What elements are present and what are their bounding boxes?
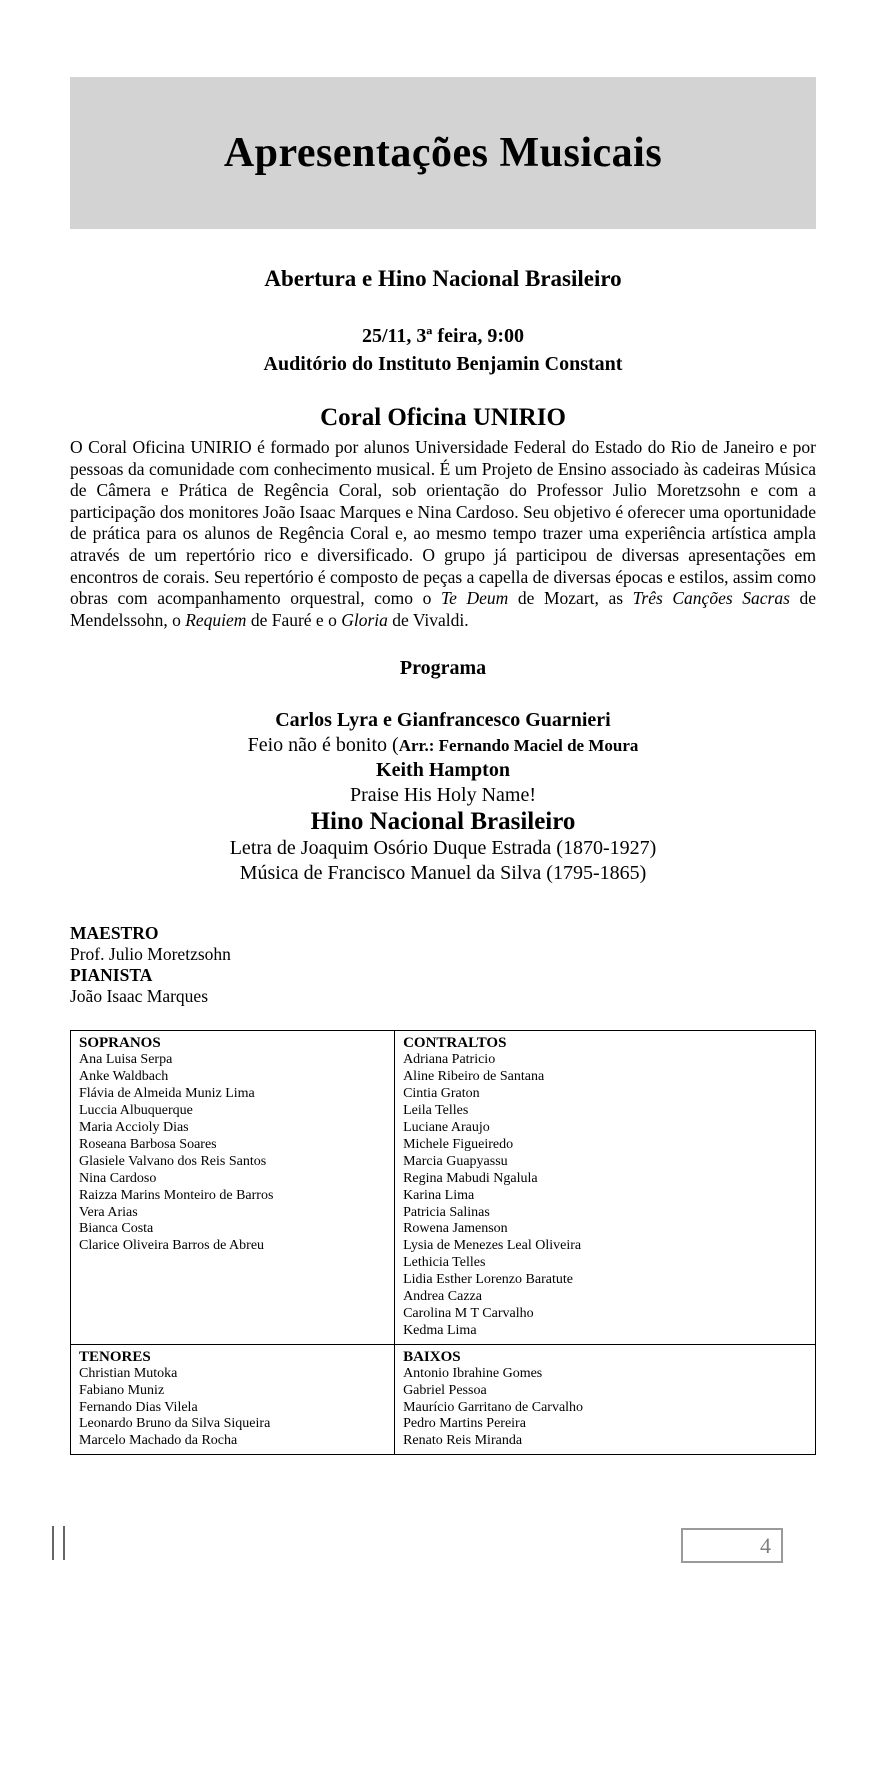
description-segment-italic: Te Deum [440, 588, 509, 609]
singer-name: Andrea Cazza [403, 1289, 482, 1305]
singer-name: Luciane Araujo [403, 1119, 490, 1135]
description-segment-italic: Três Canções Sacras [632, 588, 790, 609]
singer-name: Aline Ribeiro de Santana [403, 1069, 545, 1085]
singer-name: Marcelo Machado da Rocha [79, 1433, 238, 1449]
event-venue: Auditório do Instituto Benjamin Constant [263, 353, 623, 375]
event-title: Abertura e Hino Nacional Brasileiro [264, 266, 622, 291]
singer-name: Antonio Ibrahine Gomes [403, 1365, 543, 1381]
singer-name: Cintia Graton [403, 1086, 480, 1102]
maestro-label: MAESTRO [70, 923, 159, 944]
singer-name: Michele Figueiredo [403, 1136, 514, 1152]
singer-name: Rowena Jamenson [403, 1221, 508, 1237]
singer-name: Fernando Dias Vilela [79, 1399, 198, 1415]
singer-name: Roseana Barbosa Soares [79, 1136, 217, 1152]
contraltos-list [403, 1052, 807, 1339]
description-segment-italic: Gloria [341, 609, 388, 630]
singer-name: Kedma Lima [403, 1322, 477, 1338]
singer-name: Fabiano Muniz [79, 1382, 165, 1398]
choir-name-heading: Coral Oficina UNIRIO [320, 404, 566, 431]
event-datetime: 25/11, 3ª feira, 9:00 [361, 325, 525, 347]
description-segment: de Vivaldi. [387, 609, 469, 630]
page-number: 4 [760, 1532, 771, 1558]
description-segment: de Fauré e o [246, 609, 342, 630]
page-content [70, 229, 816, 1455]
description-segment: de Mozart, as [508, 588, 633, 609]
staff-block [70, 923, 816, 1007]
singer-name: Renato Reis Miranda [403, 1433, 523, 1449]
singer-name: Ana Luisa Serpa [79, 1052, 173, 1068]
singer-name: Maurício Garritano de Carvalho [403, 1399, 584, 1415]
pianist-label: PIANISTA [70, 965, 153, 986]
roster-row-high-voices [71, 1031, 816, 1344]
singer-name: Anke Waldbach [79, 1069, 169, 1085]
title-banner [70, 77, 816, 229]
singer-name: Lysia de Menezes Leal Oliveira [403, 1238, 582, 1254]
singer-name: Maria Accioly Dias [79, 1119, 189, 1135]
section-title-contraltos: CONTRALTOS [403, 1035, 507, 1052]
singer-name: Clarice Oliveira Barros de Abreu [79, 1238, 265, 1254]
singer-name: Marcia Guapyassu [403, 1153, 508, 1169]
singer-name: Pedro Martins Pereira [403, 1416, 526, 1432]
singer-name: Carolina M T Carvalho [403, 1305, 534, 1321]
singer-name: Adriana Patricio [403, 1052, 496, 1068]
sopranos-cell [71, 1031, 395, 1344]
singer-name: Raizza Marins Monteiro de Barros [79, 1187, 274, 1203]
singer-name: Karina Lima [403, 1187, 475, 1203]
piece-title: Feio não é bonito ( [247, 733, 399, 756]
singer-name: Gabriel Pessoa [403, 1382, 487, 1398]
singer-name: Bianca Costa [79, 1221, 154, 1237]
singer-name: Regina Mabudi Ngalula [403, 1170, 538, 1186]
maestro-name: Prof. Julio Moretzsohn [70, 944, 231, 965]
singer-name: Lethicia Telles [403, 1255, 486, 1271]
program-piece-1 [70, 733, 816, 759]
description-segment-italic: Requiem [185, 609, 247, 630]
arranger-credit: Arr.: Fernando Maciel de Moura [398, 735, 639, 755]
program-list [70, 708, 816, 885]
pianist-name: João Isaac Marques [70, 986, 209, 1007]
tenores-list [79, 1366, 386, 1451]
singer-name: Vera Arias [79, 1204, 138, 1220]
program-piece-2: Praise His Holy Name! [349, 783, 537, 806]
footer-decoration [52, 1526, 65, 1560]
singer-name: Lidia Esther Lorenzo Baratute [403, 1272, 573, 1288]
singer-name: Glasiele Valvano dos Reis Santos [79, 1153, 267, 1169]
anthem-lyrics-credit: Letra de Joaquim Osório Duque Estrada (1870-1927) [229, 837, 657, 860]
singer-name: Nina Cardoso [79, 1170, 157, 1186]
sopranos-list [79, 1052, 386, 1255]
section-title-sopranos: SOPRANOS [79, 1035, 161, 1052]
program-composer-2: Keith Hampton [376, 759, 510, 782]
description-segment: O Coral Oficina UNIRIO é formado por alunos Universidade Federal do Estado do Rio de Janeiro e por pessoas da comunidade com conhecimento musical. É um Projeto de Ensino associado às cadeiras Música de Câmera e Prática de Regência Coral, sob orientação do Professor Julio Moretzsohn e com a participação dos monitores João Isaac Marques e Nina Cardoso. Seu objetivo é oferecer uma oportunidade de prática para os alunos de Regência Coral e, ao mesmo tempo trazer uma experiência artística ampla através de um repertório rico e diversificado. O grupo já participou de diversas apresentações em encontros de corais. Seu repertório é composto de peças a capella de diversas épocas e estilos, assim como obras com acompanhamento orquestral, como o [70, 437, 816, 609]
singer-name: Leonardo Bruno da Silva Siqueira [79, 1416, 271, 1432]
singer-name: Christian Mutoka [79, 1365, 178, 1381]
section-title-tenores: TENORES [79, 1348, 151, 1365]
singer-name: Flávia de Almeida Muniz Lima [79, 1086, 255, 1102]
program-heading: Programa [399, 657, 487, 680]
section-title-baixos: BAIXOS [403, 1348, 461, 1365]
page-number-box [681, 1528, 783, 1563]
choir-description [70, 437, 816, 631]
program-composers-1: Carlos Lyra e Gianfrancesco Guarnieri [275, 709, 611, 732]
page-title: Apresentações Musicais [223, 130, 663, 176]
anthem-music-credit: Música de Francisco Manuel da Silva (1795-1865) [239, 861, 647, 884]
description-segment: de Mendelssohn, o [70, 588, 816, 630]
anthem-title: Hino Nacional Brasileiro [310, 808, 576, 836]
tenores-cell [71, 1344, 395, 1455]
singer-name: Patricia Salinas [403, 1204, 490, 1220]
singer-name: Luccia Albuquerque [79, 1103, 193, 1119]
roster-table [70, 1030, 816, 1455]
baixos-cell [395, 1344, 816, 1455]
singer-name: Leila Telles [403, 1103, 469, 1119]
baixos-list [403, 1366, 807, 1451]
contraltos-cell [395, 1031, 816, 1344]
roster-row-low-voices [71, 1344, 816, 1455]
